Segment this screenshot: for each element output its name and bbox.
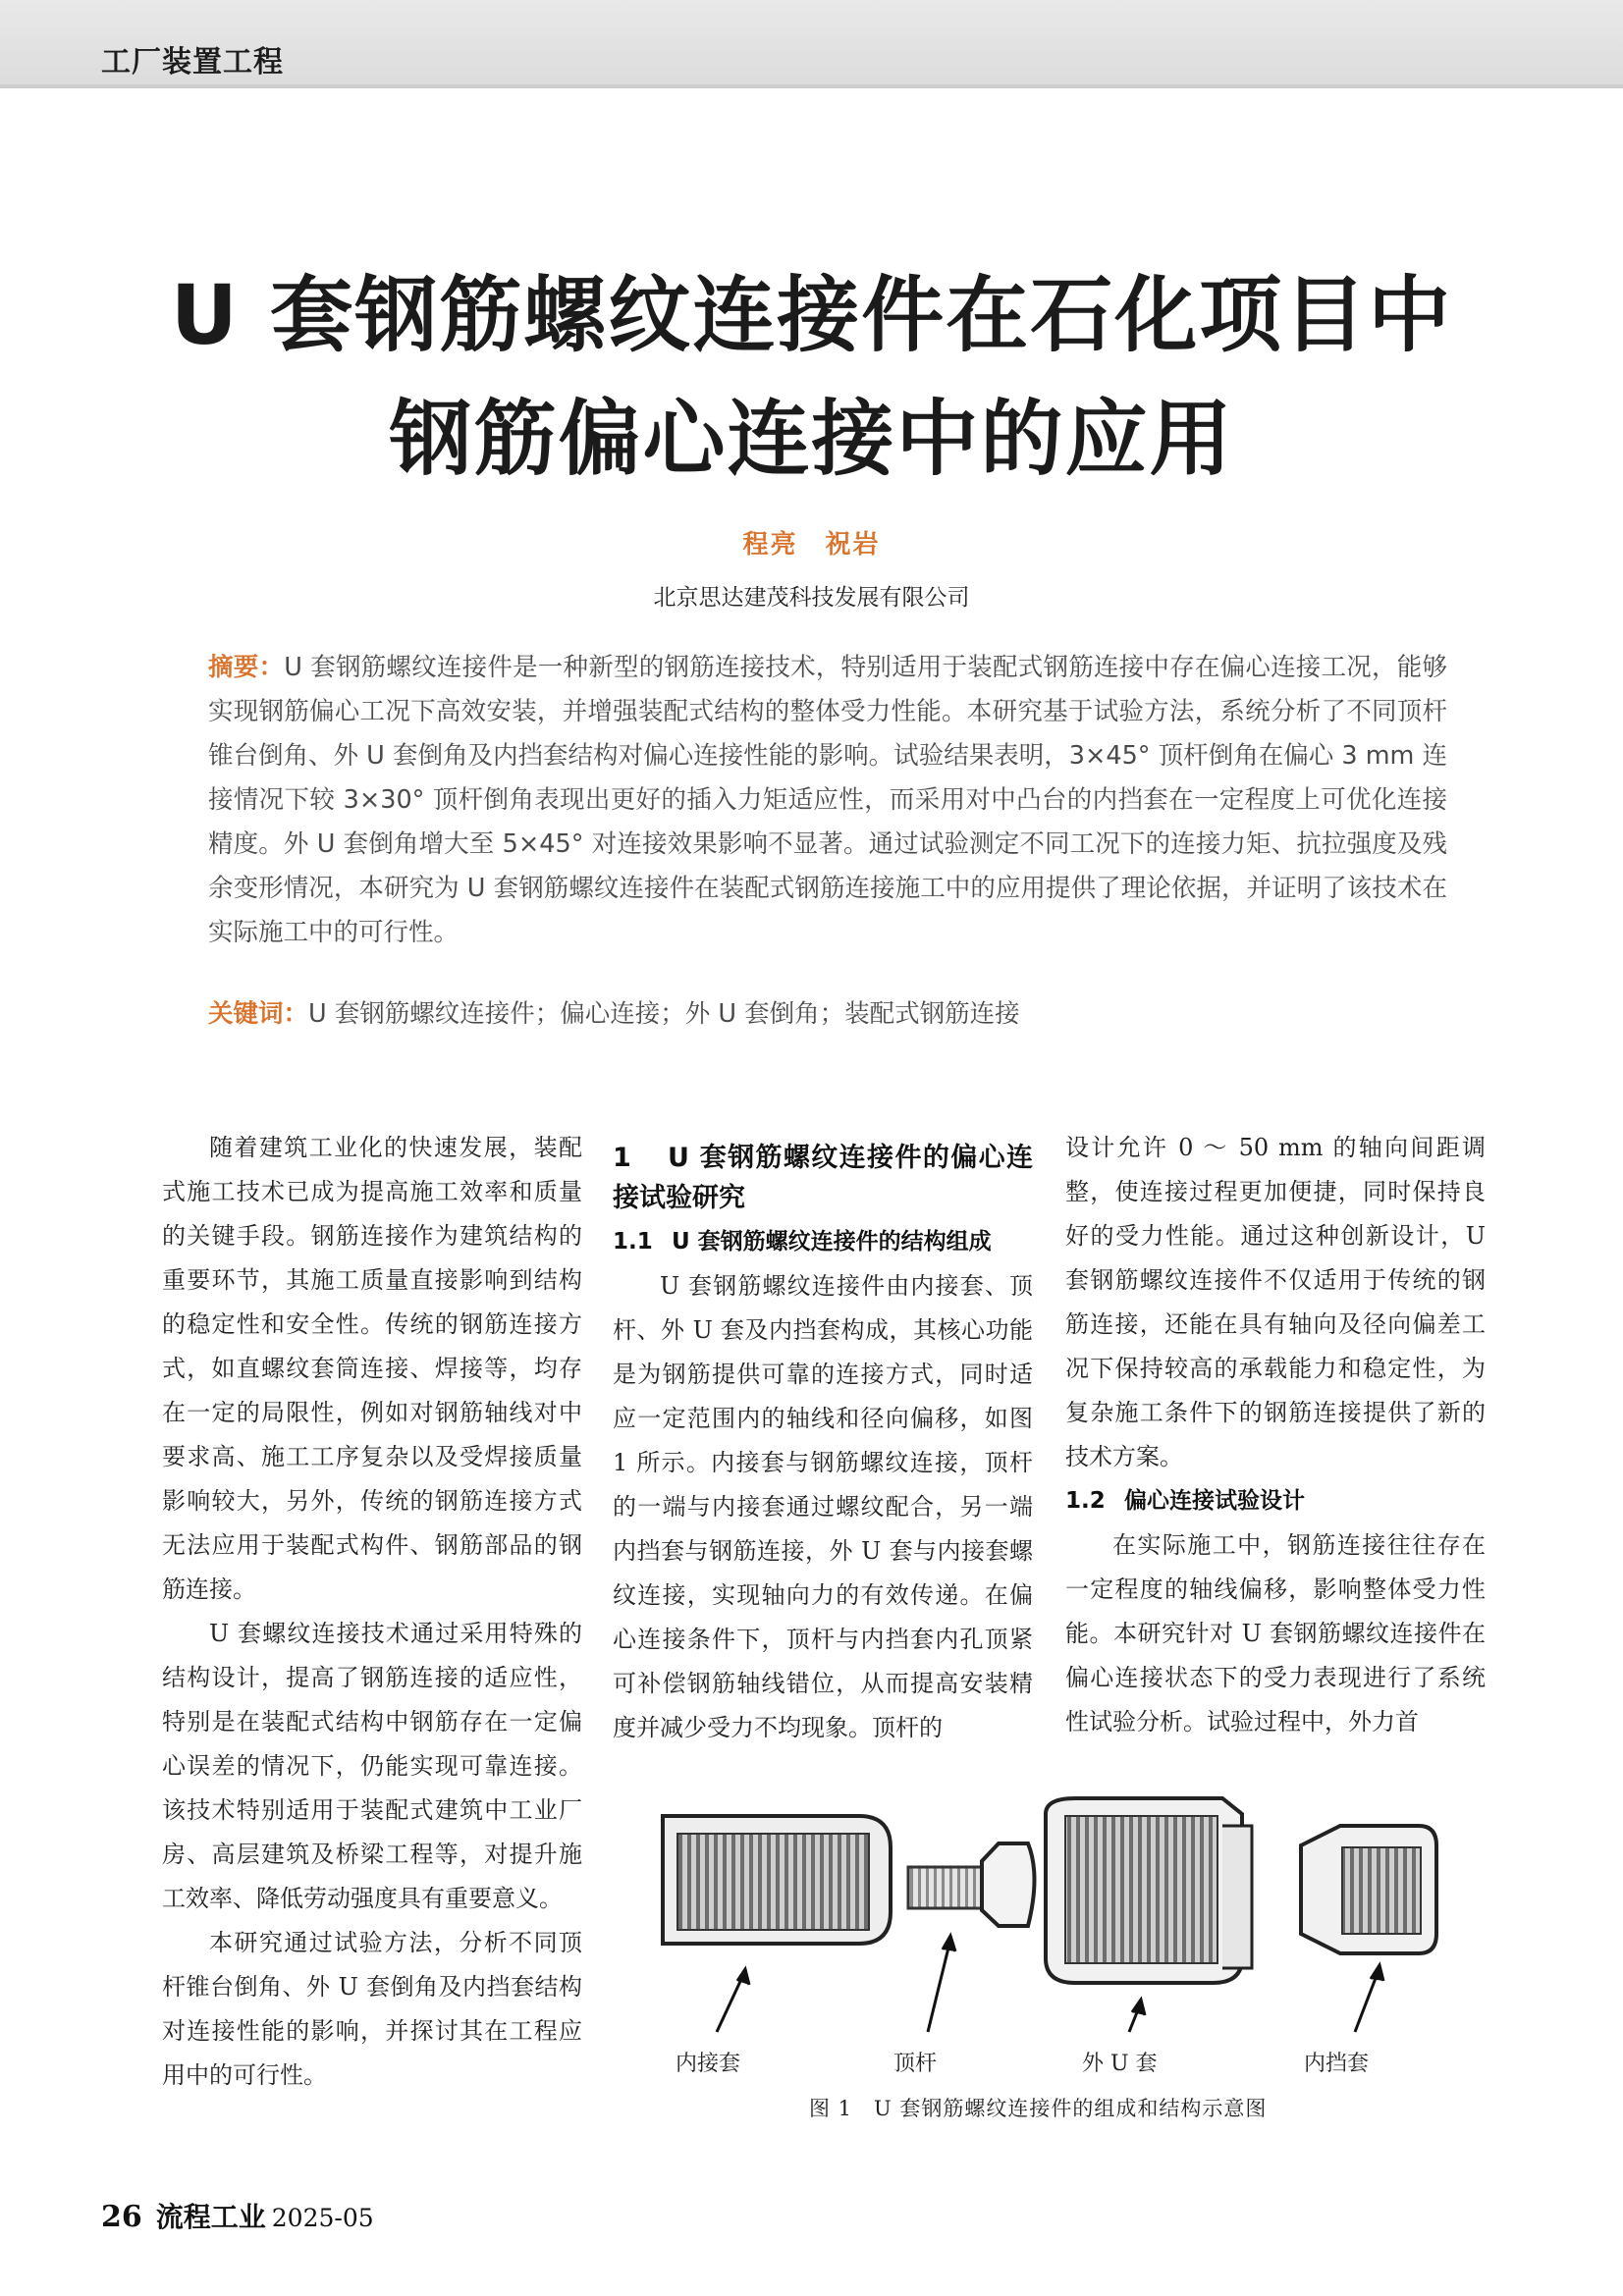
subsection-number: 1.1 xyxy=(613,1229,653,1255)
footer xyxy=(101,2196,374,2235)
section-heading-1 xyxy=(613,1138,1033,1218)
keywords-label: 关键词： xyxy=(208,999,309,1029)
column-3 xyxy=(1065,1126,1486,1744)
column-2 xyxy=(613,1126,1033,1750)
journal-name: 流程工业 xyxy=(155,2201,266,2233)
abstract xyxy=(208,646,1447,955)
figure-label-inner-stop-sleeve: 内挡套 xyxy=(1304,2052,1370,2076)
paragraph: 在实际施工中，钢筋连接往往存在一定程度的轴线偏移，影响整体受力性能。本研究针对 U 套钢筋螺纹连接件在偏心连接状态下的受力表现进行了系统性试验分析。试验过程中，外力首 xyxy=(1065,1531,1486,1735)
subsection-title: U 套钢筋螺纹连接件的结构组成 xyxy=(672,1229,992,1255)
top-rod-part xyxy=(908,1843,1035,1926)
article-title xyxy=(98,253,1525,501)
paragraph: 本研究通过试验方法，分析不同顶杆锥台倒角、外 U 套倒角及内挡套结构对连接性能的影响，并探讨其在工程应用中的可行性。 xyxy=(162,1929,582,2089)
abstract-text: U 套钢筋螺纹连接件是一种新型的钢筋连接技术，特别适用于装配式钢筋连接中存在偏心连接工况，能够实现钢筋偏心工况下高效安装，并增强装配式结构的整体受力性能。本研究基于试验方法，系统分析了不同顶杆锥台倒角、外 U 套倒角及内挡套结构对偏心连接性能的影响。试验结果表明，3×45° 顶杆倒角在偏心 3 mm 连接情况下较 3×30° 顶杆倒角表现出更好的插入力矩适应性，而采用对中凸台的内挡套在一定程度上可优化连接精度。外 U 套倒角增大至 5×45° 对连接效果影响不显著。通过试验测定不同工况下的连接力矩、抗拉强度及残余变形情况，本研究为 U 套钢筋螺纹连接件在装配式钢筋连接施工中的应用提供了理论依据，并证明了该技术在实际施工中的可行性。 xyxy=(208,653,1447,947)
figure-label-top-rod: 顶杆 xyxy=(893,2052,938,2076)
paragraph: U 套钢筋螺纹连接件由内接套、顶杆、外 U 套及内挡套构成，其核心功能是为钢筋提供可靠的连接方式，同时适应一定范围内的轴线和径向偏移，如图 1 所示。内接套与钢筋螺纹连接，顶杆的一端与内接套通过螺纹配合，另一端内挡套与钢筋连接，外 U 套与内接套螺纹连接，实现轴向力的有效传递。在偏心连接条件下，顶杆与内挡套内孔顶紧可补偿钢筋轴线错位，从而提高安装精度并减少受力不均现象。顶杆的 xyxy=(613,1272,1033,1741)
page-number: 26 xyxy=(101,2200,142,2234)
keywords xyxy=(208,992,1447,1037)
figure-caption: 图 1 U 套钢筋螺纹连接件的组成和结构示意图 xyxy=(809,2097,1268,2120)
subsection-heading-1-1 xyxy=(613,1220,1033,1264)
authors: 程亮 祝岩 xyxy=(742,530,881,560)
subsection-number: 1.2 xyxy=(1065,1488,1106,1514)
figure-label-inner-coupler: 内接套 xyxy=(676,2052,741,2076)
section-number: 1 xyxy=(613,1143,631,1173)
subsection-heading-1-2 xyxy=(1065,1479,1486,1523)
section-title: U 套钢筋螺纹连接件的偏心连接试验研究 xyxy=(613,1143,1033,1213)
paragraph: 随着建筑工业化的快速发展，装配式施工技术已成为提高施工效率和质量的关键手段。钢筋连接作为建筑结构的重要环节，其施工质量直接影响到结构的稳定性和安全性。传统的钢筋连接方式，如直螺纹套筒连接、焊接等，均存在一定的局限性，例如对钢筋轴线对中要求高、施工工序复杂以及受焊接质量影响较大，另外，传统的钢筋连接方式无法应用于装配式构件、钢筋部品的钢筋连接。 xyxy=(162,1134,582,1603)
column-1 xyxy=(162,1126,582,2098)
journal-issue: 2025-05 xyxy=(271,2204,374,2232)
affiliation: 北京思达建茂科技发展有限公司 xyxy=(653,585,970,611)
connector-figure xyxy=(643,1787,1497,2120)
abstract-label: 摘要： xyxy=(208,653,285,682)
paragraph: U 套螺纹连接技术通过采用特殊的结构设计，提高了钢筋连接的适应性，特别是在装配式结构中钢筋存在一定偏心误差的情况下，仍能实现可靠连接。该技术特别适用于装配式建筑中工业厂房、高层建筑及桥梁工程等，对提升施工效率、降低劳动强度具有重要意义。 xyxy=(162,1620,582,1912)
paragraph: 设计允许 0 ～ 50 mm 的轴向间距调整，使连接过程更加便捷，同时保持良好的受力性能。通过这种创新设计，U 套钢筋螺纹连接件不仅适用于传统的钢筋连接，还能在具有轴向及径向偏差工况下保持较高的承载能力和稳定性，为复杂施工条件下的钢筋连接提供了新的技术方案。 xyxy=(1065,1134,1486,1470)
inner-stop-sleeve-part xyxy=(1301,1826,1436,1953)
section-label: 工厂装置工程 xyxy=(101,45,284,80)
keywords-text: U 套钢筋螺纹连接件；偏心连接；外 U 套倒角；装配式钢筋连接 xyxy=(308,999,1020,1029)
subsection-title: 偏心连接试验设计 xyxy=(1124,1488,1305,1514)
inner-coupler-part xyxy=(663,1816,891,1944)
outer-u-sleeve-part xyxy=(1046,1798,1252,1983)
title-line-1: U 套钢筋螺纹连接件在石化项目中 xyxy=(170,267,1453,363)
title-line-2: 钢筋偏心连接中的应用 xyxy=(389,391,1234,487)
figure-label-outer-u-sleeve: 外 U 套 xyxy=(1082,2052,1158,2076)
